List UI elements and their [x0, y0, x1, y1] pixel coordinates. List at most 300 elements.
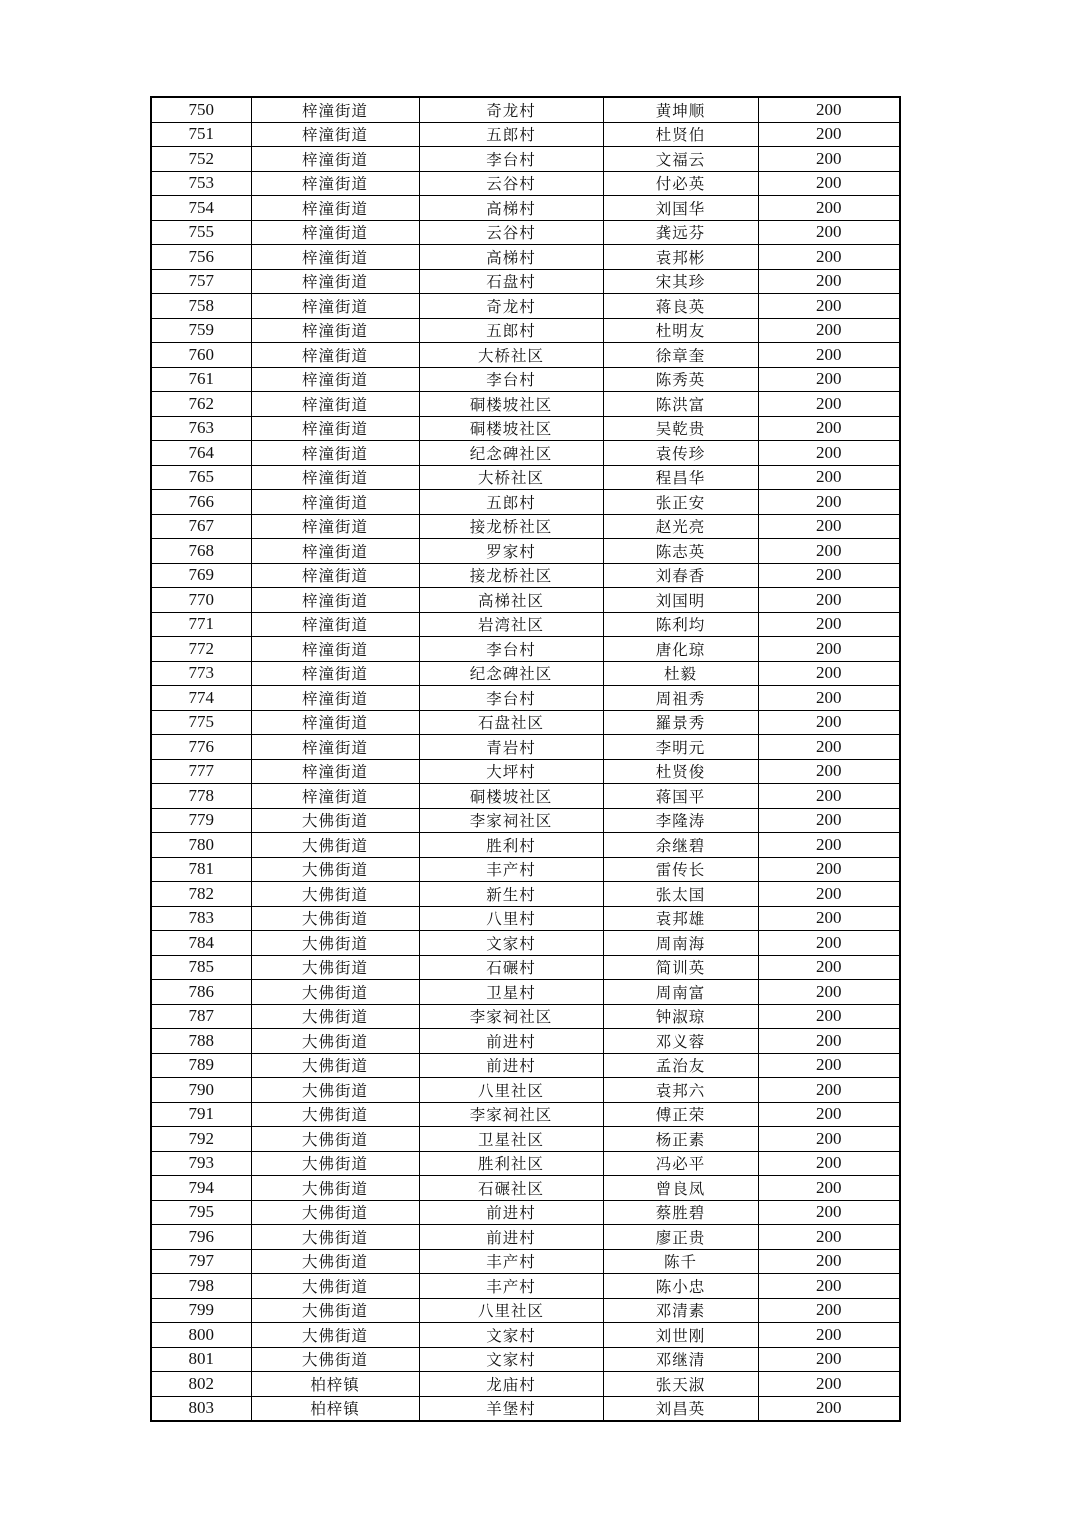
- amount-cell: 200: [758, 171, 900, 196]
- serial-number-cell: 792: [151, 1127, 251, 1152]
- village-cell: 前进村: [419, 1200, 603, 1225]
- street-cell: 大佛街道: [251, 1274, 419, 1299]
- village-cell: 李台村: [419, 686, 603, 711]
- street-cell: 梓潼街道: [251, 416, 419, 441]
- person-name-cell: 余继碧: [603, 833, 758, 858]
- village-cell: 新生村: [419, 882, 603, 907]
- table-row: [151, 588, 900, 613]
- serial-number-cell: 765: [151, 465, 251, 490]
- village-cell: 云谷村: [419, 171, 603, 196]
- person-name-cell: 陈洪富: [603, 392, 758, 417]
- person-name-cell: 蒋良英: [603, 294, 758, 319]
- amount-cell: 200: [758, 539, 900, 564]
- village-cell: 卫星社区: [419, 1127, 603, 1152]
- table-row: [151, 980, 900, 1005]
- serial-number-cell: 782: [151, 882, 251, 907]
- street-cell: 大佛街道: [251, 1151, 419, 1176]
- person-name-cell: 刘国华: [603, 196, 758, 221]
- amount-cell: 200: [758, 490, 900, 515]
- person-name-cell: 曾良凤: [603, 1176, 758, 1201]
- person-name-cell: 袁传珍: [603, 441, 758, 466]
- amount-cell: 200: [758, 1249, 900, 1274]
- serial-number-cell: 789: [151, 1053, 251, 1078]
- amount-cell: 200: [758, 1274, 900, 1299]
- amount-cell: 200: [758, 514, 900, 539]
- serial-number-cell: 797: [151, 1249, 251, 1274]
- roster-table: [150, 96, 901, 1422]
- street-cell: 大佛街道: [251, 857, 419, 882]
- village-cell: 丰产村: [419, 1249, 603, 1274]
- person-name-cell: 邓清素: [603, 1298, 758, 1323]
- amount-cell: 200: [758, 416, 900, 441]
- table-row: [151, 1225, 900, 1250]
- table-row: [151, 1029, 900, 1054]
- amount-cell: 200: [758, 1127, 900, 1152]
- street-cell: 梓潼街道: [251, 294, 419, 319]
- person-name-cell: 刘春香: [603, 563, 758, 588]
- table-row: [151, 1151, 900, 1176]
- village-cell: 接龙桥社区: [419, 514, 603, 539]
- table-row: [151, 1176, 900, 1201]
- street-cell: 梓潼街道: [251, 490, 419, 515]
- amount-cell: 200: [758, 465, 900, 490]
- person-name-cell: 杜贤伯: [603, 122, 758, 147]
- person-name-cell: 杜贤俊: [603, 759, 758, 784]
- serial-number-cell: 781: [151, 857, 251, 882]
- village-cell: 前进村: [419, 1053, 603, 1078]
- village-cell: 接龙桥社区: [419, 563, 603, 588]
- serial-number-cell: 767: [151, 514, 251, 539]
- table-row: [151, 97, 900, 122]
- village-cell: 胜利社区: [419, 1151, 603, 1176]
- person-name-cell: 龚远芬: [603, 220, 758, 245]
- amount-cell: 200: [758, 1323, 900, 1348]
- table-row: [151, 735, 900, 760]
- amount-cell: 200: [758, 196, 900, 221]
- person-name-cell: 刘国明: [603, 588, 758, 613]
- person-name-cell: 陈千: [603, 1249, 758, 1274]
- table-row: [151, 171, 900, 196]
- amount-cell: 200: [758, 343, 900, 368]
- village-cell: 高梯村: [419, 245, 603, 270]
- table-row: [151, 1200, 900, 1225]
- village-cell: 卫星村: [419, 980, 603, 1005]
- amount-cell: 200: [758, 1029, 900, 1054]
- amount-cell: 200: [758, 147, 900, 172]
- table-row: [151, 1249, 900, 1274]
- amount-cell: 200: [758, 1176, 900, 1201]
- street-cell: 大佛街道: [251, 808, 419, 833]
- village-cell: 李台村: [419, 367, 603, 392]
- amount-cell: 200: [758, 269, 900, 294]
- person-name-cell: 徐章奎: [603, 343, 758, 368]
- serial-number-cell: 790: [151, 1078, 251, 1103]
- amount-cell: 200: [758, 784, 900, 809]
- table-row: [151, 294, 900, 319]
- table-row: [151, 637, 900, 662]
- village-cell: 大坪村: [419, 759, 603, 784]
- person-name-cell: 邓继清: [603, 1347, 758, 1372]
- street-cell: 梓潼街道: [251, 245, 419, 270]
- serial-number-cell: 784: [151, 931, 251, 956]
- serial-number-cell: 772: [151, 637, 251, 662]
- table-row: [151, 1347, 900, 1372]
- person-name-cell: 赵光亮: [603, 514, 758, 539]
- serial-number-cell: 783: [151, 906, 251, 931]
- village-cell: 罗家村: [419, 539, 603, 564]
- amount-cell: 200: [758, 612, 900, 637]
- table-row: [151, 245, 900, 270]
- street-cell: 梓潼街道: [251, 661, 419, 686]
- village-cell: 五郎村: [419, 122, 603, 147]
- street-cell: 大佛街道: [251, 1127, 419, 1152]
- amount-cell: 200: [758, 588, 900, 613]
- person-name-cell: 陈秀英: [603, 367, 758, 392]
- village-cell: 李家祠社区: [419, 808, 603, 833]
- street-cell: 梓潼街道: [251, 588, 419, 613]
- serial-number-cell: 791: [151, 1102, 251, 1127]
- amount-cell: 200: [758, 833, 900, 858]
- roster-table-body: [151, 97, 900, 1421]
- table-row: [151, 1372, 900, 1397]
- street-cell: 大佛街道: [251, 1176, 419, 1201]
- table-row: [151, 612, 900, 637]
- street-cell: 梓潼街道: [251, 367, 419, 392]
- amount-cell: 200: [758, 1298, 900, 1323]
- street-cell: 梓潼街道: [251, 539, 419, 564]
- amount-cell: 200: [758, 759, 900, 784]
- village-cell: 胜利村: [419, 833, 603, 858]
- person-name-cell: 程昌华: [603, 465, 758, 490]
- person-name-cell: 雷传长: [603, 857, 758, 882]
- table-row: [151, 833, 900, 858]
- village-cell: 硐楼坡社区: [419, 416, 603, 441]
- street-cell: 梓潼街道: [251, 318, 419, 343]
- person-name-cell: 陈小忠: [603, 1274, 758, 1299]
- person-name-cell: 周祖秀: [603, 686, 758, 711]
- village-cell: 文家村: [419, 931, 603, 956]
- table-row: [151, 1127, 900, 1152]
- serial-number-cell: 798: [151, 1274, 251, 1299]
- table-row: [151, 808, 900, 833]
- amount-cell: 200: [758, 637, 900, 662]
- street-cell: 梓潼街道: [251, 97, 419, 122]
- person-name-cell: 张天淑: [603, 1372, 758, 1397]
- amount-cell: 200: [758, 1053, 900, 1078]
- person-name-cell: 吴乾贵: [603, 416, 758, 441]
- village-cell: 大桥社区: [419, 465, 603, 490]
- table-row: [151, 955, 900, 980]
- village-cell: 岩湾社区: [419, 612, 603, 637]
- amount-cell: 200: [758, 980, 900, 1005]
- serial-number-cell: 774: [151, 686, 251, 711]
- table-row: [151, 906, 900, 931]
- table-row: [151, 367, 900, 392]
- person-name-cell: 廖正贵: [603, 1225, 758, 1250]
- serial-number-cell: 775: [151, 710, 251, 735]
- street-cell: 大佛街道: [251, 980, 419, 1005]
- street-cell: 梓潼街道: [251, 710, 419, 735]
- person-name-cell: 孟治友: [603, 1053, 758, 1078]
- village-cell: 硐楼坡社区: [419, 784, 603, 809]
- person-name-cell: 蔡胜碧: [603, 1200, 758, 1225]
- table-row: [151, 1274, 900, 1299]
- table-row: [151, 318, 900, 343]
- street-cell: 大佛街道: [251, 1004, 419, 1029]
- person-name-cell: 李明元: [603, 735, 758, 760]
- person-name-cell: 张正安: [603, 490, 758, 515]
- village-cell: 李台村: [419, 147, 603, 172]
- table-row: [151, 122, 900, 147]
- person-name-cell: 黄坤顺: [603, 97, 758, 122]
- serial-number-cell: 764: [151, 441, 251, 466]
- person-name-cell: 唐化琼: [603, 637, 758, 662]
- serial-number-cell: 757: [151, 269, 251, 294]
- serial-number-cell: 793: [151, 1151, 251, 1176]
- village-cell: 高梯村: [419, 196, 603, 221]
- serial-number-cell: 763: [151, 416, 251, 441]
- table-row: [151, 1323, 900, 1348]
- village-cell: 石盘村: [419, 269, 603, 294]
- amount-cell: 200: [758, 1396, 900, 1421]
- amount-cell: 200: [758, 710, 900, 735]
- table-row: [151, 1004, 900, 1029]
- village-cell: 奇龙村: [419, 97, 603, 122]
- serial-number-cell: 786: [151, 980, 251, 1005]
- village-cell: 龙庙村: [419, 1372, 603, 1397]
- serial-number-cell: 770: [151, 588, 251, 613]
- village-cell: 八里社区: [419, 1298, 603, 1323]
- amount-cell: 200: [758, 1200, 900, 1225]
- table-row: [151, 759, 900, 784]
- street-cell: 大佛街道: [251, 906, 419, 931]
- table-row: [151, 882, 900, 907]
- serial-number-cell: 756: [151, 245, 251, 270]
- table-row: [151, 539, 900, 564]
- table-row: [151, 1396, 900, 1421]
- serial-number-cell: 761: [151, 367, 251, 392]
- amount-cell: 200: [758, 882, 900, 907]
- person-name-cell: 羅景秀: [603, 710, 758, 735]
- person-name-cell: 杨正素: [603, 1127, 758, 1152]
- street-cell: 柏梓镇: [251, 1372, 419, 1397]
- person-name-cell: 袁邦彬: [603, 245, 758, 270]
- village-cell: 前进村: [419, 1029, 603, 1054]
- table-row: [151, 147, 900, 172]
- serial-number-cell: 803: [151, 1396, 251, 1421]
- table-row: [151, 1298, 900, 1323]
- village-cell: 丰产村: [419, 1274, 603, 1299]
- street-cell: 梓潼街道: [251, 343, 419, 368]
- village-cell: 李台村: [419, 637, 603, 662]
- village-cell: 五郎村: [419, 490, 603, 515]
- village-cell: 石盘社区: [419, 710, 603, 735]
- amount-cell: 200: [758, 1151, 900, 1176]
- amount-cell: 200: [758, 563, 900, 588]
- street-cell: 梓潼街道: [251, 563, 419, 588]
- street-cell: 梓潼街道: [251, 784, 419, 809]
- street-cell: 梓潼街道: [251, 269, 419, 294]
- street-cell: 梓潼街道: [251, 735, 419, 760]
- serial-number-cell: 771: [151, 612, 251, 637]
- amount-cell: 200: [758, 294, 900, 319]
- person-name-cell: 刘昌英: [603, 1396, 758, 1421]
- amount-cell: 200: [758, 857, 900, 882]
- serial-number-cell: 776: [151, 735, 251, 760]
- village-cell: 纪念碑社区: [419, 661, 603, 686]
- table-row: [151, 784, 900, 809]
- village-cell: 纪念碑社区: [419, 441, 603, 466]
- village-cell: 石碾村: [419, 955, 603, 980]
- serial-number-cell: 794: [151, 1176, 251, 1201]
- amount-cell: 200: [758, 1102, 900, 1127]
- person-name-cell: 周南海: [603, 931, 758, 956]
- street-cell: 梓潼街道: [251, 465, 419, 490]
- village-cell: 八里村: [419, 906, 603, 931]
- person-name-cell: 袁邦六: [603, 1078, 758, 1103]
- amount-cell: 200: [758, 441, 900, 466]
- street-cell: 大佛街道: [251, 931, 419, 956]
- table-row: [151, 269, 900, 294]
- village-cell: 八里社区: [419, 1078, 603, 1103]
- table-row: [151, 441, 900, 466]
- amount-cell: 200: [758, 1004, 900, 1029]
- table-row: [151, 563, 900, 588]
- person-name-cell: 周南富: [603, 980, 758, 1005]
- village-cell: 丰产村: [419, 857, 603, 882]
- person-name-cell: 蒋国平: [603, 784, 758, 809]
- street-cell: 梓潼街道: [251, 147, 419, 172]
- amount-cell: 200: [758, 686, 900, 711]
- table-row: [151, 710, 900, 735]
- table-row: [151, 1078, 900, 1103]
- serial-number-cell: 768: [151, 539, 251, 564]
- serial-number-cell: 758: [151, 294, 251, 319]
- street-cell: 大佛街道: [251, 882, 419, 907]
- village-cell: 前进村: [419, 1225, 603, 1250]
- amount-cell: 200: [758, 1225, 900, 1250]
- table-row: [151, 465, 900, 490]
- amount-cell: 200: [758, 97, 900, 122]
- serial-number-cell: 785: [151, 955, 251, 980]
- person-name-cell: 张太国: [603, 882, 758, 907]
- serial-number-cell: 777: [151, 759, 251, 784]
- person-name-cell: 陈志英: [603, 539, 758, 564]
- amount-cell: 200: [758, 318, 900, 343]
- amount-cell: 200: [758, 392, 900, 417]
- street-cell: 大佛街道: [251, 1323, 419, 1348]
- table-row: [151, 661, 900, 686]
- street-cell: 梓潼街道: [251, 637, 419, 662]
- serial-number-cell: 802: [151, 1372, 251, 1397]
- serial-number-cell: 751: [151, 122, 251, 147]
- table-row: [151, 343, 900, 368]
- table-row: [151, 514, 900, 539]
- serial-number-cell: 759: [151, 318, 251, 343]
- street-cell: 梓潼街道: [251, 196, 419, 221]
- village-cell: 李家祠社区: [419, 1102, 603, 1127]
- street-cell: 梓潼街道: [251, 122, 419, 147]
- serial-number-cell: 779: [151, 808, 251, 833]
- street-cell: 大佛街道: [251, 1200, 419, 1225]
- person-name-cell: 钟淑琼: [603, 1004, 758, 1029]
- village-cell: 大桥社区: [419, 343, 603, 368]
- village-cell: 石碾社区: [419, 1176, 603, 1201]
- street-cell: 大佛街道: [251, 1225, 419, 1250]
- person-name-cell: 简训英: [603, 955, 758, 980]
- village-cell: 硐楼坡社区: [419, 392, 603, 417]
- serial-number-cell: 796: [151, 1225, 251, 1250]
- person-name-cell: 冯必平: [603, 1151, 758, 1176]
- person-name-cell: 宋其珍: [603, 269, 758, 294]
- amount-cell: 200: [758, 122, 900, 147]
- serial-number-cell: 762: [151, 392, 251, 417]
- village-cell: 高梯社区: [419, 588, 603, 613]
- table-row: [151, 1102, 900, 1127]
- village-cell: 李家祠社区: [419, 1004, 603, 1029]
- person-name-cell: 杜毅: [603, 661, 758, 686]
- serial-number-cell: 778: [151, 784, 251, 809]
- table-row: [151, 392, 900, 417]
- amount-cell: 200: [758, 906, 900, 931]
- village-cell: 文家村: [419, 1347, 603, 1372]
- street-cell: 大佛街道: [251, 1249, 419, 1274]
- serial-number-cell: 753: [151, 171, 251, 196]
- person-name-cell: 傅正荣: [603, 1102, 758, 1127]
- amount-cell: 200: [758, 1078, 900, 1103]
- street-cell: 梓潼街道: [251, 759, 419, 784]
- serial-number-cell: 773: [151, 661, 251, 686]
- serial-number-cell: 788: [151, 1029, 251, 1054]
- serial-number-cell: 800: [151, 1323, 251, 1348]
- village-cell: 云谷村: [419, 220, 603, 245]
- amount-cell: 200: [758, 735, 900, 760]
- street-cell: 大佛街道: [251, 1029, 419, 1054]
- table-row: [151, 196, 900, 221]
- amount-cell: 200: [758, 245, 900, 270]
- amount-cell: 200: [758, 931, 900, 956]
- amount-cell: 200: [758, 1372, 900, 1397]
- serial-number-cell: 754: [151, 196, 251, 221]
- person-name-cell: 刘世刚: [603, 1323, 758, 1348]
- person-name-cell: 陈利均: [603, 612, 758, 637]
- street-cell: 大佛街道: [251, 1078, 419, 1103]
- serial-number-cell: 755: [151, 220, 251, 245]
- village-cell: 文家村: [419, 1323, 603, 1348]
- person-name-cell: 杜明友: [603, 318, 758, 343]
- person-name-cell: 李隆涛: [603, 808, 758, 833]
- amount-cell: 200: [758, 1347, 900, 1372]
- street-cell: 梓潼街道: [251, 514, 419, 539]
- serial-number-cell: 799: [151, 1298, 251, 1323]
- serial-number-cell: 795: [151, 1200, 251, 1225]
- table-row: [151, 220, 900, 245]
- street-cell: 梓潼街道: [251, 392, 419, 417]
- amount-cell: 200: [758, 220, 900, 245]
- table-row: [151, 1053, 900, 1078]
- table-row: [151, 490, 900, 515]
- street-cell: 大佛街道: [251, 955, 419, 980]
- amount-cell: 200: [758, 367, 900, 392]
- village-cell: 青岩村: [419, 735, 603, 760]
- street-cell: 梓潼街道: [251, 612, 419, 637]
- amount-cell: 200: [758, 661, 900, 686]
- village-cell: 羊堡村: [419, 1396, 603, 1421]
- street-cell: 梓潼街道: [251, 220, 419, 245]
- serial-number-cell: 787: [151, 1004, 251, 1029]
- street-cell: 大佛街道: [251, 1347, 419, 1372]
- street-cell: 梓潼街道: [251, 686, 419, 711]
